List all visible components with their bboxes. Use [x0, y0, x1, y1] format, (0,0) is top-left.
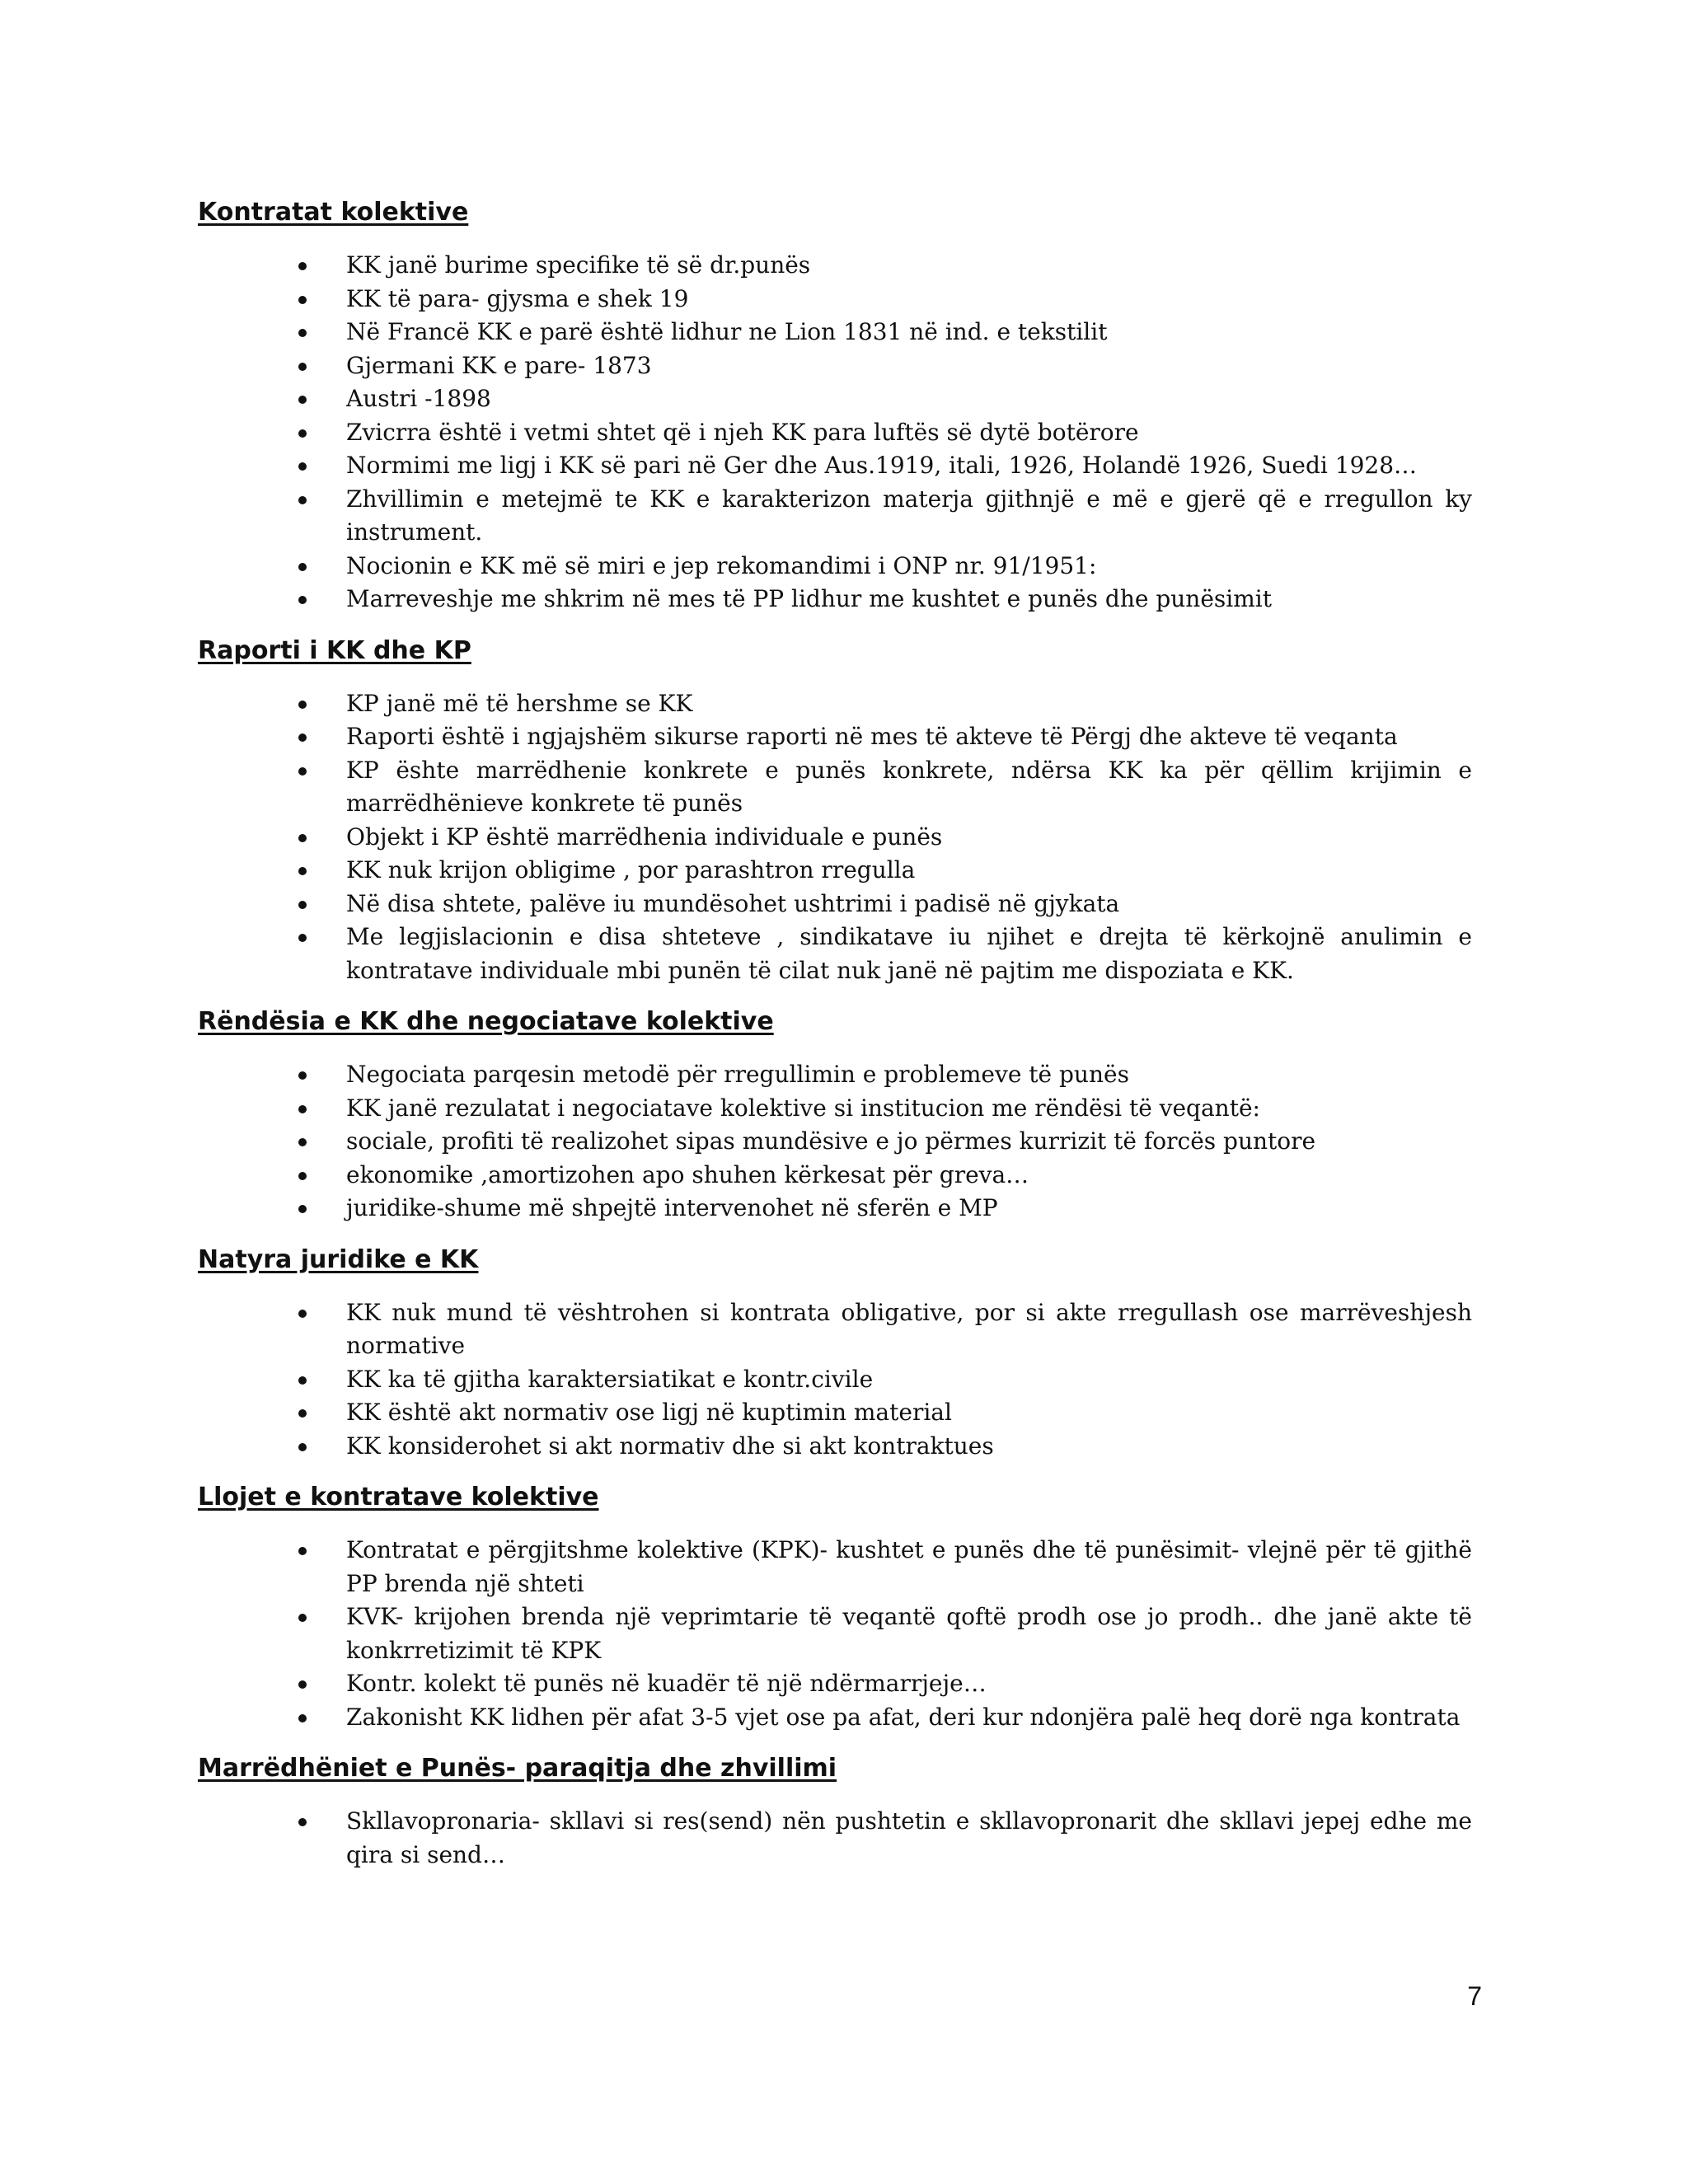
list-item: Skllavopronaria- skllavi si res(send) nën pushtetin e skllavopronarit dhe skllavi jepej edhe me qira si send…: [198, 1805, 1472, 1872]
section-heading: Rëndësia e KK dhe negociatave kolektive: [198, 1007, 774, 1036]
list-item: KK janë burime specifike të së dr.punës: [198, 249, 1472, 283]
list-item: Kontr. kolekt të punës në kuadër të një ndërmarrjeje…: [198, 1667, 1472, 1701]
page-number: 7: [1467, 1981, 1482, 2011]
section-natyra-juridike: [198, 1242, 1472, 1464]
list-item: Austri -1898: [198, 382, 1472, 416]
bullet-list: [198, 687, 1472, 988]
list-item: Në disa shtete, palëve iu mundësohet ushtrimi i padisë në gjykata: [198, 888, 1472, 921]
list-item: juridike-shume më shpejtë intervenohet në sferën e MP: [198, 1192, 1472, 1226]
list-item: sociale, profiti të realizohet sipas mundësive e jo përmes kurrizit të forcës puntore: [198, 1125, 1472, 1159]
list-item: KK të para- gjysma e shek 19: [198, 283, 1472, 316]
list-item: Nocionin e KK më së miri e jep rekomandimi i ONP nr. 91/1951:: [198, 550, 1472, 583]
list-item: KK është akt normativ ose ligj në kuptimin material: [198, 1396, 1472, 1430]
section-heading: Llojet e kontratave kolektive: [198, 1483, 599, 1511]
section-heading: Kontratat kolektive: [198, 198, 469, 227]
list-item: KK konsiderohet si akt normativ dhe si akt kontraktues: [198, 1430, 1472, 1464]
list-item: Normimi me ligj i KK së pari në Ger dhe Aus.1919, itali, 1926, Holandë 1926, Suedi 1928…: [198, 449, 1472, 483]
list-item: Zhvillimin e metejmë te KK e karakterizon materja gjithnjë e më e gjerë që e rregullon ky instrument.: [198, 483, 1472, 550]
list-item: Në Francë KK e parë është lidhur ne Lion 1831 në ind. e tekstilit: [198, 316, 1472, 349]
list-item: Negociata parqesin metodë për rregullimin e problemeve të punës: [198, 1058, 1472, 1092]
list-item: KVK- krijohen brenda një veprimtarie të veqantë qoftë prodh ose jo prodh.. dhe janë akte të konkrretizimit të KPK: [198, 1601, 1472, 1667]
list-item: Me legjislacionin e disa shteteve , sindikatave iu njihet e drejta të kërkojnë anulimin e kontratave individuale mbi punën të cilat nuk janë në pajtim me dispoziata e KK.: [198, 921, 1472, 987]
bullet-list: [198, 1058, 1472, 1226]
section-heading: Raporti i KK dhe KP: [198, 635, 471, 665]
list-item: KK ka të gjitha karaktersiatikat e kontr.civile: [198, 1363, 1472, 1397]
list-item: Objekt i KP është marrëdhenia individuale e punës: [198, 821, 1472, 855]
list-item: KK nuk mund të vështrohen si kontrata obligative, por si akte rregullash ose marrëveshjesh normative: [198, 1296, 1472, 1363]
list-item: Zakonisht KK lidhen për afat 3-5 vjet ose pa afat, deri kur ndonjëra palë heq dorë nga kontrata: [198, 1701, 1472, 1735]
list-item: KP ështe marrëdhenie konkrete e punës konkrete, ndërsa KK ka për qëllim krijimin e marrëdhënieve konkrete të punës: [198, 754, 1472, 821]
section-kontratat-kolektive: [198, 194, 1472, 616]
list-item: KK janë rezulatat i negociatave kolektive si institucion me rëndësi të veqantë:: [198, 1092, 1472, 1126]
list-item: Zvicrra është i vetmi shtet që i njeh KK para luftës së dytë botërore: [198, 416, 1472, 450]
document-body: [198, 194, 1472, 1888]
list-item: Marreveshje me shkrim në mes të PP lidhur me kushtet e punës dhe punësimit: [198, 583, 1472, 616]
list-item: ekonomike ,amortizohen apo shuhen kërkesat për greva…: [198, 1159, 1472, 1193]
list-item: Raporti është i ngjajshëm sikurse raporti në mes të akteve të Përgj dhe akteve të veqanta: [198, 720, 1472, 754]
section-llojet: [198, 1479, 1472, 1734]
list-item: Kontratat e përgjitshme kolektive (KPK)- kushtet e punës dhe të punësimit- vlejnë për të gjithë PP brenda një shteti: [198, 1534, 1472, 1601]
section-marredheniet: [198, 1750, 1472, 1872]
bullet-list: [198, 1296, 1472, 1464]
section-heading: Natyra juridike e KK: [198, 1244, 479, 1274]
list-item: Gjermani KK e pare- 1873: [198, 349, 1472, 383]
section-heading: Marrëdhëniet e Punës- paraqitja dhe zhvillimi: [198, 1754, 837, 1783]
section-raporti: [198, 633, 1472, 988]
bullet-list: [198, 249, 1472, 616]
bullet-list: [198, 1534, 1472, 1734]
bullet-list: [198, 1805, 1472, 1872]
list-item: KK nuk krijon obligime , por parashtron rregulla: [198, 854, 1472, 888]
list-item: KP janë më të hershme se KK: [198, 687, 1472, 721]
section-rendesia: [198, 1004, 1472, 1226]
